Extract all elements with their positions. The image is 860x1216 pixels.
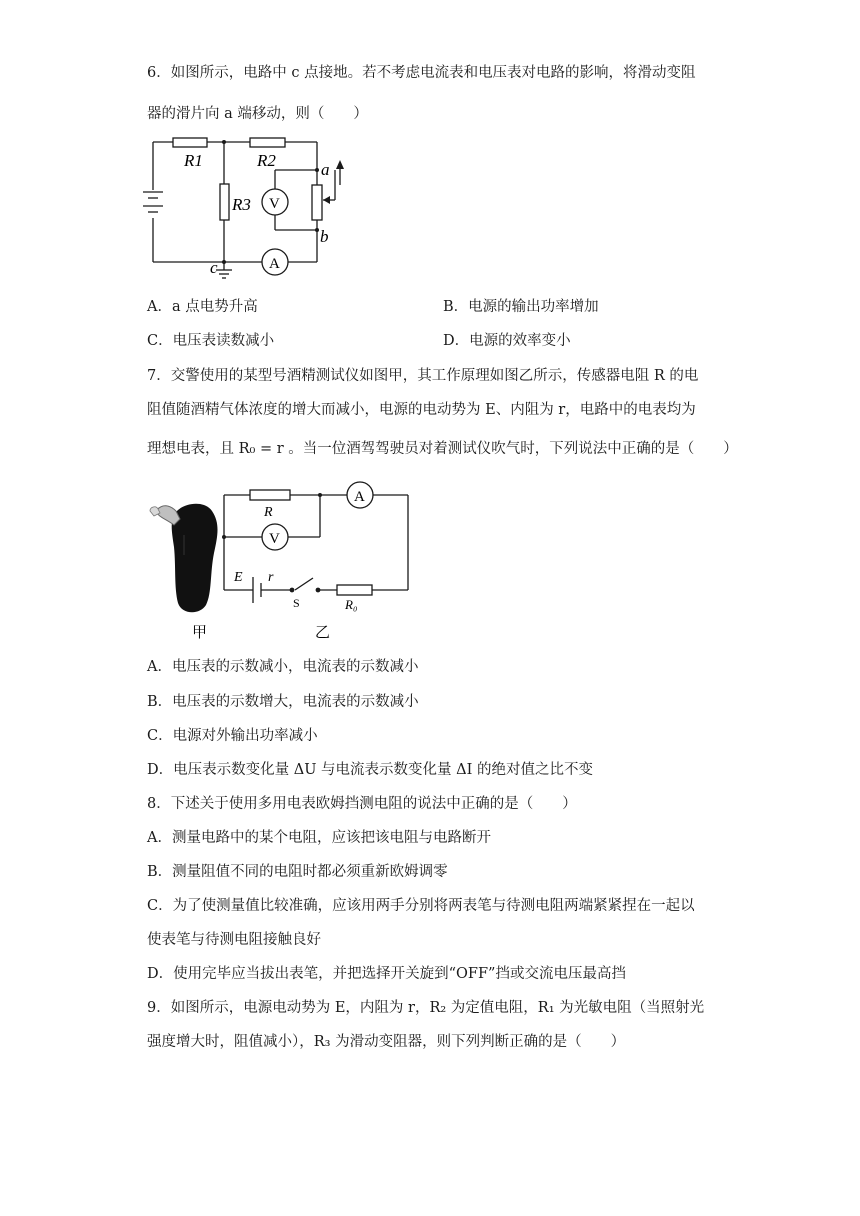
q7-voltmeter-label: V (269, 531, 280, 547)
q8-option-b: B．测量阻值不同的电阻时都必须重新欧姆调零 (147, 864, 448, 880)
q6-option-d: D．电源的效率变小 (443, 333, 571, 349)
q6-point-b: b (320, 227, 329, 246)
q7-option-d: D．电压表示数变化量 ΔU 与电流表示数变化量 ΔI 的绝对值之比不变 (147, 762, 593, 778)
q6-stem-line1: 6．如图所示，电路中 c 点接地。若不考虑电流表和电压表对电路的影响，将滑动变阻 (147, 65, 696, 81)
q9-stem-line2: 强度增大时，阻值减小），R₃ 为滑动变阻器，则下列判断正确的是（ ） (147, 1034, 626, 1050)
q8-stem: 8．下述关于使用多用电表欧姆挡测电阻的说法中正确的是（ ） (147, 796, 577, 812)
q7-stem-line1: 7．交警使用的某型号酒精测试仪如图甲，其工作原理如图乙所示，传感器电阻 R 的电 (147, 368, 699, 384)
q7-ammeter-label: A (354, 489, 365, 505)
q6-point-a: a (321, 160, 330, 179)
q6-stem-line2: 器的滑片向 a 端移动，则（ ） (147, 106, 368, 122)
q6-circuit-diagram (140, 130, 390, 280)
q6-option-a: A．a 点电势升高 (147, 299, 258, 315)
q7-stem-line2: 阻值随酒精气体浓度的增大而减小，电源的电动势为 E、内阻为 r，电路中的电表均为 (147, 402, 696, 418)
q7-figure (140, 475, 420, 645)
q7-option-c: C．电源对外输出功率减小 (147, 728, 318, 744)
q7-stem-line3: 理想电表，且 R₀ = r 。当一位酒驾驾驶员对着测试仪吹气时，下列说法中正确的是（ ） (147, 441, 738, 457)
q6-label-r3: R3 (232, 195, 251, 214)
q7-option-b: B．电压表的示数增大，电流表的示数减小 (147, 694, 419, 710)
q8-option-c-line1: C．为了使测量值比较准确，应该用两手分别将两表笔与待测电阻两端紧紧捏在一起以 (147, 898, 695, 914)
q6-option-b: B．电源的输出功率增加 (443, 299, 599, 315)
q6-option-c: C．电压表读数减小 (147, 333, 275, 349)
q8-option-a: A．测量电路中的某个电阻，应该把该电阻与电路断开 (147, 830, 491, 846)
q7-label-e: E (234, 570, 243, 585)
q6-voltmeter-label: V (269, 196, 280, 212)
q7-label-r0: R₀ (345, 597, 358, 612)
q9-stem-line1: 9．如图所示，电源电动势为 E，内阻为 r，R₂ 为定值电阻，R₁ 为光敏电阻（当照射光 (147, 1000, 705, 1016)
label-yi: 乙 (315, 625, 331, 641)
q7-label-r: R (264, 505, 273, 520)
q7-option-a: A．电压表的示数减小，电流表的示数减小 (147, 659, 419, 675)
q6-ammeter-label: A (269, 256, 280, 272)
q6-point-c: c (210, 258, 218, 277)
q6-label-r2: R2 (257, 151, 276, 170)
breathalyzer-device-icon (150, 504, 218, 613)
q6-label-r1: R1 (184, 151, 203, 170)
q7-label-switch: S (293, 596, 300, 610)
q7-label-r-internal: r (268, 570, 274, 585)
q8-option-c-line2: 使表笔与待测电阻接触良好 (147, 932, 321, 948)
label-jia: 甲 (192, 625, 208, 641)
q8-option-d: D．使用完毕应当拔出表笔，并把选择开关旋到“OFF”挡或交流电压最高挡 (147, 966, 626, 982)
